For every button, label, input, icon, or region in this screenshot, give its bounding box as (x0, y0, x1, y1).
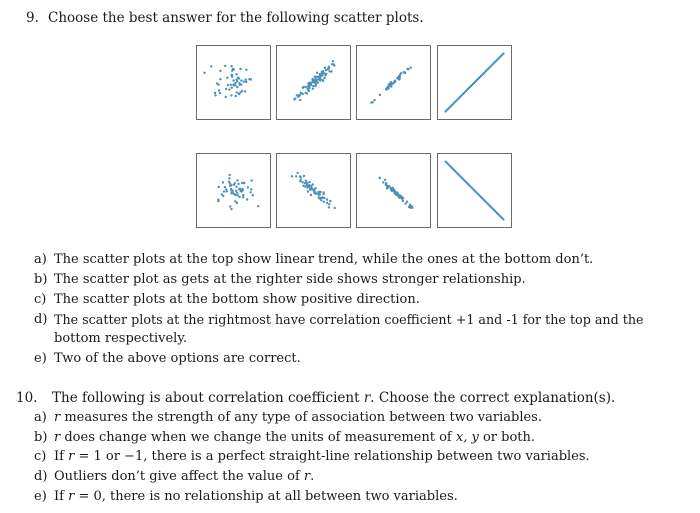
q10-option-b-letter: b) (34, 430, 48, 445)
question-9-number: 9. (26, 10, 39, 26)
scatter-point (293, 98, 295, 100)
scatter-point (307, 190, 309, 192)
scatter-point (309, 188, 311, 190)
scatter-point (391, 190, 393, 192)
scatter-point (310, 194, 312, 196)
scatter-point (306, 182, 308, 184)
scatter-point (502, 218, 504, 220)
q10-title-post: . Choose the correct explanation(s). (370, 390, 616, 406)
scatter-point (304, 185, 306, 187)
scatter-point (298, 94, 300, 96)
q10-option-c-text: If r = 1 or −1, there is a perfect straight-line relationship between two variables. (54, 449, 590, 464)
scatter-point (315, 80, 317, 82)
scatter-point (238, 188, 240, 190)
scatter-point (222, 181, 224, 183)
scatter-point (387, 87, 389, 89)
scatter-point (321, 74, 323, 76)
scatter-point (328, 206, 330, 208)
scatter-point (235, 79, 237, 81)
scatter-point (248, 78, 250, 80)
scatter-point (230, 84, 232, 86)
scatter-point (234, 182, 236, 184)
scatter-point (224, 186, 226, 188)
scatter-point (235, 73, 237, 75)
q9-option-d-letter: d) (34, 312, 48, 327)
scatter-point (318, 75, 320, 77)
scatter-point (242, 194, 244, 196)
scatter-point (384, 179, 386, 181)
question-10-number: 10. (16, 390, 38, 406)
scatter-point (243, 182, 245, 184)
scatter-point (382, 181, 384, 183)
scatter-point (327, 68, 329, 70)
scatter-point (221, 193, 223, 195)
scatter-point (305, 179, 307, 181)
scatter-point (390, 81, 392, 83)
scatter-point (230, 74, 232, 76)
scatter-point (396, 191, 398, 193)
scatter-point (238, 92, 240, 94)
scatter-point (300, 176, 302, 178)
scatter-point (245, 81, 247, 83)
scatter-point (328, 66, 330, 68)
scatter-point (251, 179, 253, 181)
scatter-point (373, 99, 375, 101)
scatter-point (324, 67, 326, 69)
scatter-point (333, 64, 335, 66)
q10-title-variable: r (363, 390, 371, 406)
scatter-point (245, 69, 247, 71)
scatter-point (228, 181, 230, 183)
scatter-point (392, 187, 394, 189)
scatter-point (257, 205, 259, 207)
scatter-point (322, 191, 324, 193)
q9-option-c-letter: c) (34, 292, 47, 307)
scatter-point (234, 82, 236, 84)
scatter-plot-strong-negative (356, 153, 431, 228)
scatter-point (225, 188, 227, 190)
scatter-point (405, 202, 407, 204)
scatter-plot-weak-positive (196, 45, 271, 120)
scatter-point (235, 95, 237, 97)
scatter-point (398, 78, 400, 80)
scatter-point (210, 65, 212, 67)
scatter-point (227, 84, 229, 86)
scatter-point (502, 52, 504, 54)
q10-option-a-letter: a) (34, 410, 47, 425)
scatter-point (299, 180, 301, 182)
scatter-point (295, 175, 297, 177)
scatter-point (219, 92, 221, 94)
scatter-point (306, 92, 308, 94)
scatter-plot-perfect-negative (437, 153, 512, 228)
scatter-point (218, 89, 220, 91)
scatter-point (398, 76, 400, 78)
scatter-point (250, 191, 252, 193)
q10-option-c-letter: c) (34, 449, 47, 464)
scatter-point (390, 84, 392, 86)
scatter-point (402, 197, 404, 199)
scatter-point (237, 183, 239, 185)
scatter-point (331, 63, 333, 65)
scatter-point (224, 65, 226, 67)
scatter-point (299, 99, 301, 101)
scatter-point (225, 96, 227, 98)
scatter-point (203, 72, 205, 74)
scatter-point (214, 94, 216, 96)
q10-option-d-letter: d) (34, 469, 48, 484)
scatter-point (334, 207, 336, 209)
scatter-point (223, 190, 225, 192)
q9-option-d-text: The scatter plots at the rightmost have correlation coefficient +1 and -1 for the top and the (54, 312, 644, 327)
scatter-point (246, 198, 248, 200)
q9-option-b-letter: b) (34, 272, 48, 287)
scatter-point (305, 86, 307, 88)
scatter-point (245, 79, 247, 81)
scatter-point (216, 82, 218, 84)
q9-option-b-text: The scatter plot as gets at the righter side shows stronger relationship. (54, 272, 526, 287)
scatter-point (219, 70, 221, 72)
scatter-point (399, 73, 401, 75)
scatter-point (230, 94, 232, 96)
scatter-point (242, 196, 244, 198)
scatter-point (252, 194, 254, 196)
scatter-point (314, 85, 316, 87)
scatter-point (303, 175, 305, 177)
scatter-point (385, 183, 387, 185)
scatter-point (243, 81, 245, 83)
scatter-point (330, 70, 332, 72)
scatter-point (386, 88, 388, 90)
scatter-point (310, 185, 312, 187)
scatter-point (311, 81, 313, 83)
q10-option-e-letter: e) (34, 489, 47, 504)
scatter-point (323, 72, 325, 74)
scatter-point (312, 88, 314, 90)
scatter-point (400, 195, 402, 197)
scatter-point (394, 80, 396, 82)
scatter-point (229, 174, 231, 176)
scatter-point (291, 175, 293, 177)
scatter-point (322, 80, 324, 82)
question-9-title: Choose the best answer for the following scatter plots. (48, 10, 424, 26)
scatter-point (240, 79, 242, 81)
scatter-plot-moderate-negative (276, 153, 351, 228)
scatter-point (219, 78, 221, 80)
q10-option-b-text: r does change when we change the units of measurement of x, y or both. (54, 430, 536, 445)
q10-option-e-text: If r = 0, there is no relationship at all between two variables. (54, 489, 458, 504)
scatter-point (241, 182, 243, 184)
scatter-point (235, 190, 237, 192)
scatter-point (302, 87, 304, 89)
scatter-point (218, 186, 220, 188)
scatter-point (307, 88, 309, 90)
scatter-point (407, 68, 409, 70)
scatter-point (231, 189, 233, 191)
scatter-point (230, 65, 232, 67)
scatter-point (238, 196, 240, 198)
scatter-point (234, 200, 236, 202)
scatter-point (332, 60, 334, 62)
scatter-point (314, 192, 316, 194)
scatter-point (319, 197, 321, 199)
scatter-point (228, 177, 230, 179)
scatter-point (410, 205, 412, 207)
scatter-point (403, 71, 405, 73)
scatter-point (231, 87, 233, 89)
scatter-point (312, 85, 314, 87)
scatter-point (236, 91, 238, 93)
scatter-point (302, 93, 304, 95)
scatter-point (326, 198, 328, 200)
scatter-point (297, 172, 299, 174)
scatter-point (236, 179, 238, 181)
scatter-point (247, 186, 249, 188)
scatter-point (217, 200, 219, 202)
q9-option-a-text: The scatter plots at the top show linear trend, while the ones at the bottom don’t. (54, 252, 594, 267)
scatter-point (402, 200, 404, 202)
scatter-point (325, 73, 327, 75)
scatter-point (410, 67, 412, 69)
scatter-point (237, 194, 239, 196)
q9-option-d-text-continued: bottom respectively. (54, 331, 188, 346)
scatter-point (325, 69, 327, 71)
scatter-point (319, 193, 321, 195)
scatter-point (323, 77, 325, 79)
q9-option-c-text: The scatter plots at the bottom show positive direction. (54, 292, 420, 307)
q10-option-a-text: r measures the strength of any type of association between two variables. (54, 410, 542, 425)
scatter-point (316, 72, 318, 74)
scatter-point (240, 91, 242, 93)
scatter-point (231, 70, 233, 72)
scatter-point (225, 88, 227, 90)
scatter-point (370, 101, 372, 103)
scatter-point (322, 197, 324, 199)
scatter-point (239, 84, 241, 86)
scatter-plot-strong-positive (356, 45, 431, 120)
q10-title-pre: The following is about correlation coefficient (52, 390, 364, 406)
scatter-point (301, 181, 303, 183)
scatter-point (214, 92, 216, 94)
scatter-point (319, 79, 321, 81)
scatter-point (236, 86, 238, 88)
scatter-point (229, 205, 231, 207)
scatter-point (232, 79, 234, 81)
scatter-point (328, 203, 330, 205)
scatter-point (379, 94, 381, 96)
scatter-point (329, 200, 331, 202)
scatter-point (313, 188, 315, 190)
scatter-plot-weak-negative (196, 153, 271, 228)
question-10-title (52, 390, 615, 406)
scatter-point (304, 182, 306, 184)
scatter-point (228, 88, 230, 90)
scatter-point (379, 177, 381, 179)
scatter-point (308, 181, 310, 183)
scatter-point (306, 186, 308, 188)
q9-option-e-text: Two of the above options are correct. (54, 351, 301, 366)
scatter-point (250, 188, 252, 190)
q10-option-d-text: Outliers don’t give affect the value of r. (54, 469, 315, 484)
scatter-point (326, 202, 328, 204)
scatter-plot-perfect-positive (437, 45, 512, 120)
scatter-point (320, 199, 322, 201)
scatter-point (244, 90, 246, 92)
scatter-point (239, 68, 241, 70)
scatter-point (226, 77, 228, 79)
scatter-point (230, 208, 232, 210)
scatter-plot-moderate-positive (276, 45, 351, 120)
scatter-point (233, 84, 235, 86)
scatter-point (308, 84, 310, 86)
q9-option-a-letter: a) (34, 252, 47, 267)
scatter-point (321, 72, 323, 74)
scatter-point (237, 77, 239, 79)
scatter-point (392, 82, 394, 84)
scatter-point (236, 192, 238, 194)
scatter-point (323, 201, 325, 203)
scatter-point (230, 184, 232, 186)
scatter-point (242, 189, 244, 191)
scatter-point (387, 185, 389, 187)
q9-option-e-letter: e) (34, 351, 47, 366)
scatter-point (235, 186, 237, 188)
scatter-point (233, 193, 235, 195)
